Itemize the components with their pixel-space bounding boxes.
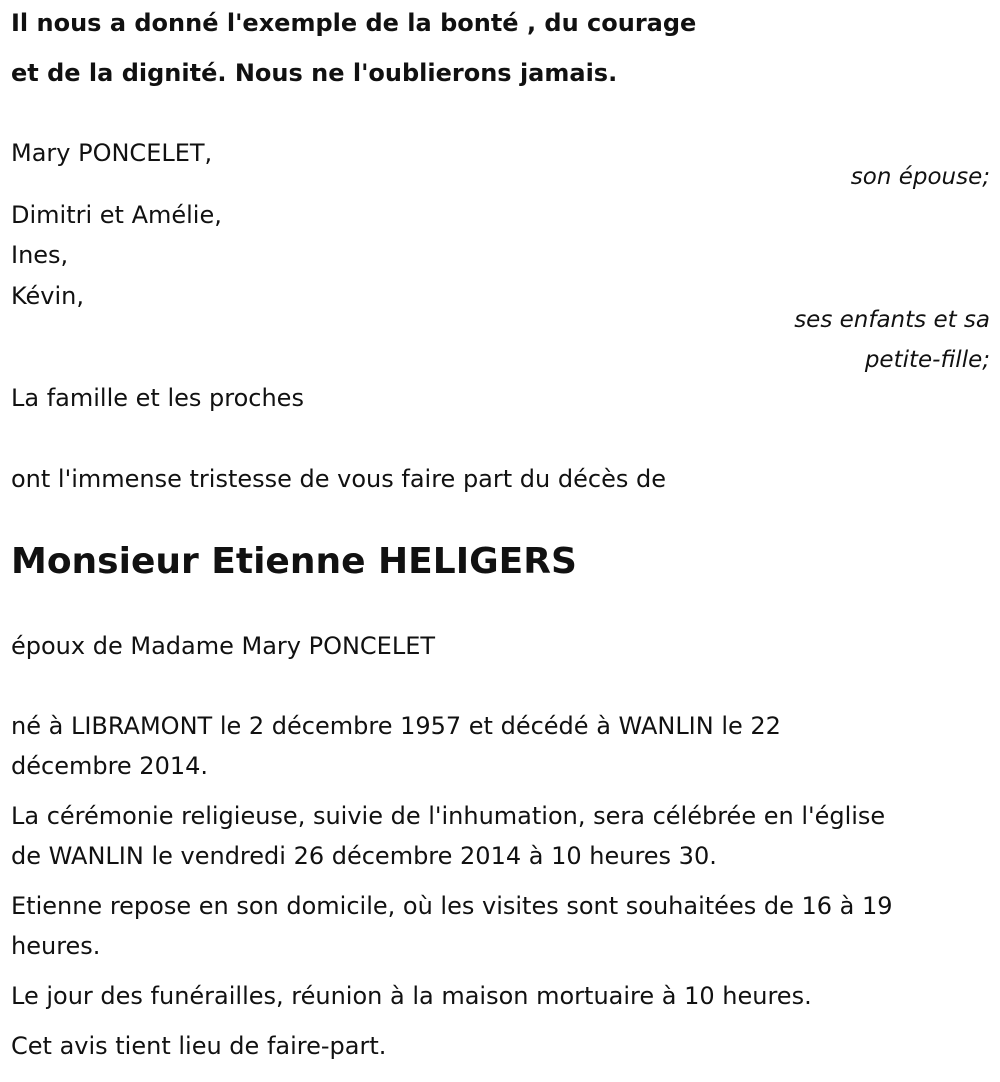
deceased-name: Monsieur Etienne HELIGERS [11, 541, 577, 582]
ceremony-line-1: La cérémonie religieuse, suivie de l'inhumation, sera célébrée en l'église [11, 802, 886, 830]
relation-line: époux de Madame Mary PONCELET [11, 632, 436, 660]
funeral-day-line: Le jour des funérailles, réunion à la maison mortuaire à 10 heures. [11, 982, 812, 1010]
children-role-line-1: ses enfants et sa [794, 307, 990, 333]
quote-line-1: Il nous a donné l'exemple de la bonté , du courage [11, 9, 697, 37]
quote-line-2: et de la dignité. Nous ne l'oublierons jamais. [11, 59, 618, 87]
announcement-line: ont l'immense tristesse de vous faire part du décès de [11, 465, 666, 493]
child-name-2: Ines, [11, 241, 69, 269]
birth-death-line-1: né à LIBRAMONT le 2 décembre 1957 et décédé à WANLIN le 22 [11, 712, 781, 740]
relatives-line: La famille et les proches [11, 384, 304, 412]
child-name-1: Dimitri et Amélie, [11, 201, 222, 229]
spouse-role: son épouse; [850, 164, 990, 190]
spouse-name: Mary PONCELET, [11, 139, 213, 167]
visits-line-2: heures. [11, 932, 101, 960]
children-role-line-2: petite-fille; [864, 347, 990, 373]
birth-death-line-2: décembre 2014. [11, 752, 209, 780]
ceremony-line-2: de WANLIN le vendredi 26 décembre 2014 à 10 heures 30. [11, 842, 717, 870]
child-name-3: Kévin, [11, 282, 85, 310]
notice-line: Cet avis tient lieu de faire-part. [11, 1032, 387, 1060]
visits-line-1: Etienne repose en son domicile, où les visites sont souhaitées de 16 à 19 [11, 892, 893, 920]
